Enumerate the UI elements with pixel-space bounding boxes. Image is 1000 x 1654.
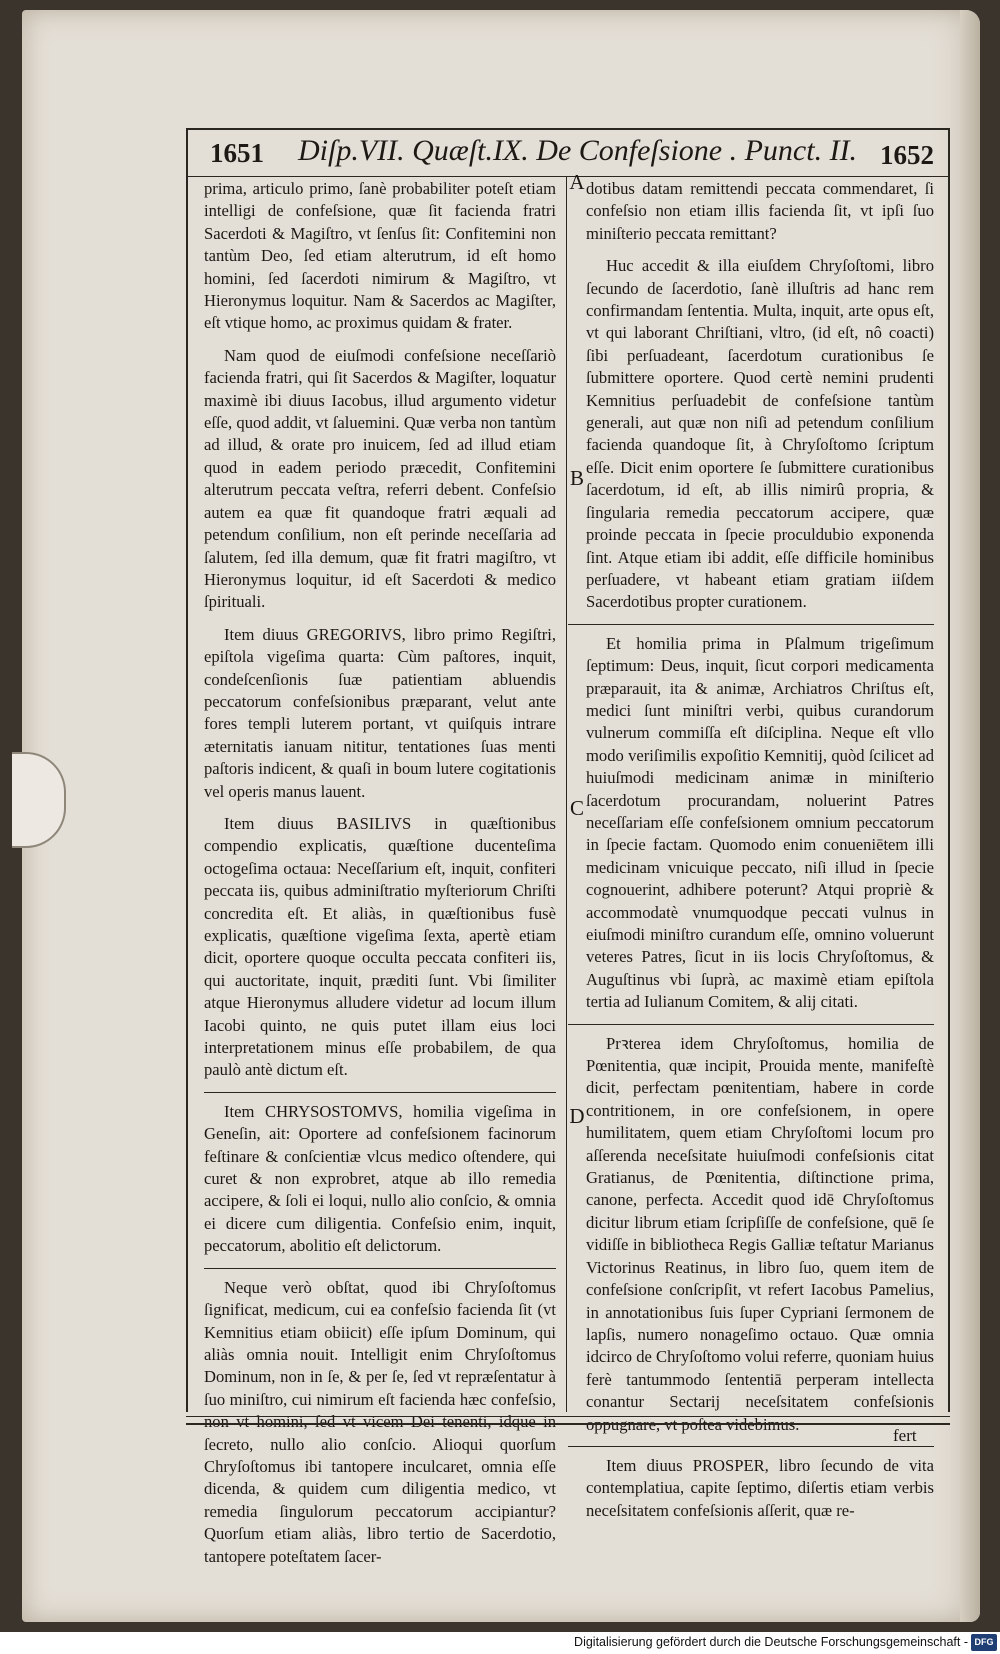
left-column: [204, 178, 556, 1578]
paragraph: Item CHRYSOSTOMVS, homilia vigeſima in Geneſin, ait: Oportere ad confeſsionem facinorum feſtinare & conſcientiæ vlcus medico oſtendere, qui curet & non exprobret, atque ab illo remedia accipere, & ſoli ei loqui, nullo alio conſcio, & omnia ei dicere cum diligentia. Confeſsio enim, inquit, peccatorum, abolitio eſt delictorum.: [204, 1101, 556, 1256]
footer-bar: [0, 1632, 1000, 1654]
margin-letter-c: C: [569, 796, 584, 820]
margin-letter-d: D: [569, 1104, 585, 1128]
paragraph: Item diuus BASILIVS in quæſtionibus compendio explicatis, quæſtione ducenteſima octogeſima octaua: Neceſſarium eſt, inquit, confiteri peccata iis, quibus adminiſtratio myſteriorum Chriſti concredita eſt. Et aliàs, in quæſtionibus fusè explicatis, quæſtione vigeſima ſexta, apertè etiam dicit, oportere quoque occulta peccata confiteri iis, qui auctoritate, inquit, præditi ſunt. Vbi ſimiliter atque Hieronymus alludere videtur ad locum illum Iacobi quinto, ne quis putet illam eius loci interpretationem minus eſſe probabilem, de qua paulò antè dictum eſt.: [204, 813, 556, 1080]
paragraph: Item diuus GREGORIVS, libro primo Regiſtri, epiſtola vigeſima quarta: Cùm paſtores, inquit, condeſcenſionis ſuæ patientiam abluendis peccatorum confeſsionibus præparant, velut ante fores templi luterem portant, vt quiſquis intrare æternitatis ianuam nititur, tentationes ſuas menti paſtoris indicent, & quaſi in boum lutere cogitationis vel operis manus lauent.: [204, 624, 556, 801]
paragraph: prima, articulo primo, ſanè probabiliter poteſt etiam intelligi de confeſsione, quæ ſit facienda fratri Sacerdoti & Magiſtro, vt ſenſus ſit: Confitemini non tantùm Deo, ſed etiam alterutrum, id eſt homo homini, ſed ſacerdoti nimirum & Magiſtro, vt Hieronymus loquitur. Nam & Sacerdos ac Magiſter, eſt vtique homo, ac proximus quidam & frater.: [204, 179, 556, 333]
margin-letter-a: A: [569, 170, 585, 194]
paragraph: Item diuus PROSPER, libro ſecundo de vita contemplatiua, capite ſeptimo, diſertis etiam verbis neceſsitatem confeſsionis aſſerit, quæ re-: [586, 1455, 934, 1520]
binding-clip: [12, 752, 66, 848]
paragraph: Prꝛterea idem Chryſoſtomus, homilia de Pœnitentia, quæ incipit, Prouida mente, manifeſtè dicit, perfectam pœnitentiam, habere in corde contritionem, in ore confeſsionem, in opere humilitatem, quem etiam Chryſoſtomi locum pro aſſerenda neceſsitate huiuſmodi confeſsionis citat Gratianus, de Pœnitentia, diſtinctione prima, canone, perfecta. Accedit quod idē Chryſoſtomus dicitur librum etiam ſcripſiſſe de confeſsione, quē ſe vidiſſe in bibliotheca Regis Galliæ teſtatur Marianus Victorinus Reatinus, in libro ſuo, quem item de confeſsione conſcripſit, vt refert Iacobus Pamelius, in annotationibus ſuis ſuper Cypriani ſermonem de lapſis, numero nonageſimo octauo. Quæ omnia idcirco de Chryſoſtomo volui referre, quoniam huius ferè tantummodo ſententiā perperam intellecta conantur Sectarij neceſsitatem confeſsionis oppugnare, vt poſtea videbimus.: [586, 1033, 934, 1434]
paragraph: Huc accedit & illa eiuſdem Chryſoſtomi, libro ſecundo de ſacerdotio, ſanè illuſtris ad hanc rem confirmandam ſententia. Multa, inquit, arte opus eſt, vt qui laborant Chriſtiani, vltro, (id eſt, nô coacti) ſibi perſuadeant, ſacerdotum curationibus ſe ſubmittere oportere. Quod certè nemini prudenti Kemnitius perſuadebit de confeſsione tantùm generali, aut quæ non niſi ad petendum conſilium facienda quandoque ſit, à Chryſoſtomo ſcriptum eſſe. Dicit enim oportere ſe ſubmittere curationibus ſacerdotum, id eſt, ab illis nimirû propria, & ſingularia remedia peccatorum accipere, quæ proinde peccata in ſpecie proculdubio exponenda ſint. Atque etiam ibi addit, eſſe difficile hominibus perſuadere, vt habeant etiam gratiam iiſdem Sacerdotibus propter curationem.: [586, 256, 934, 612]
column-divider: [566, 176, 567, 1412]
right-column: [586, 178, 934, 1532]
page-number-right: 1652: [880, 140, 934, 170]
paragraph: dotibus datam remittendi peccata commendaret, ſi confeſsio non etiam illis facienda ſit, vt ipſi ſuo miniſterio peccata remittant?: [586, 179, 934, 243]
page-edge: [960, 10, 980, 1622]
funding-credit: Digitalisierung gefördert durch die Deutsche Forschungsgemeinschaft -: [574, 1635, 968, 1649]
paragraph: Neque verò obſtat, quod ibi Chryſoſtomus ſignificat, medicum, cui ea confeſsio facienda ſit (vt Kemnitius etiam obiicit) eſſe ipſum Dominum, qui aliàs omnia nouit. Intelligit enim Chryſoſtomus Dominum, non in ſe, & per ſe, ſed vt repræſentatur à ſuo miniſtro, cui nimirum eſt facienda hæc confeſsio, non vt homini, ſed vt vicem Dei tenenti, idque in ſecreto, nullo alio conſcio. Alioqui quorſum Chryſoſtomus ibi tantopere inculcaret, omnia eſſe dicenda, & quidem cum diligentia medico, vt remedia ſingulorum peccatorum accipiantur? Quorſum etiam aliàs, libro tertio de Sacerdotio, tantopere poteſtatem ſacer-: [204, 1277, 556, 1566]
margin-letter-b: B: [569, 466, 584, 490]
running-head-title: Diſp.VII. Quæſt.IX. De Confeſsione . Punct. II.: [298, 134, 858, 167]
catchword: fert: [893, 1426, 917, 1445]
page-number-left: 1651: [210, 138, 264, 168]
section-rule: [204, 1092, 556, 1093]
paragraph: Et homilia prima in Pſalmum trigeſimum ſeptimum: Deus, inquit, ſicut corpori medicamenta præparauit, ita & animæ, Archiatros Chriſtus eſt, medici ſunt miniſtri verbi, quibus curandorum vulnerum commiſſa eſt diſciplina. Neque eſt vllo modo veriſimilis expoſitio Kemnitij, quòd ſcilicet ad huiuſmodi medicinam animæ in miniſterio ſacerdotum procurandam, noluerint Patres neceſſariam eſſe confeſsionem omnium peccatorum in ſpecie factam. Quomodo enim conueniētem illi medicinam vnicuique peccato, niſi illud in ſpecie cognouerint, adhibere poterunt? Atqui propriè & accommodatè vnumquodque peccati vulnus in eiuſmodi miniſtro curandum eſſe, omnino voluerunt veteres Patres, ſicut in iis locis Chryſoſtomus, & Auguſtinus vbi ſuprà, ac maximè etiam epiſtola tertia ad Iulianum Comitem, & alij citati.: [586, 633, 934, 1012]
section-rule: [568, 1446, 934, 1447]
section-rule: [568, 1024, 934, 1025]
frame-bottom-rule: [186, 1416, 950, 1425]
section-rule: [568, 624, 934, 625]
section-rule: [204, 1268, 556, 1269]
dfg-logo[interactable]: DFG: [971, 1634, 997, 1651]
paragraph: Nam quod de eiuſmodi confeſsione neceſſariò facienda fratri, qui ſit Sacerdos & Magiſter, loquatur maximè ibi diuus Iacobus, illud argumento videtur eſſe, quod addit, vt ſaluemini. Quæ verba non tantùm ad illud, & orate pro inuicem, ſed ad illud etiam quod in eadem periodo præcedit, Confitemini alterutrum peccata veſtra, referri debent. Confeſsio autem ea quæ fit quandoque fratri æquali ad petendum conſilium, non eſt perinde neceſſaria ad ſalutem, ſed illa demum, quæ fit fratri magiſtro, vt Hieronymus loquitur, id eſt Sacerdoti & medico ſpirituali.: [204, 345, 556, 612]
